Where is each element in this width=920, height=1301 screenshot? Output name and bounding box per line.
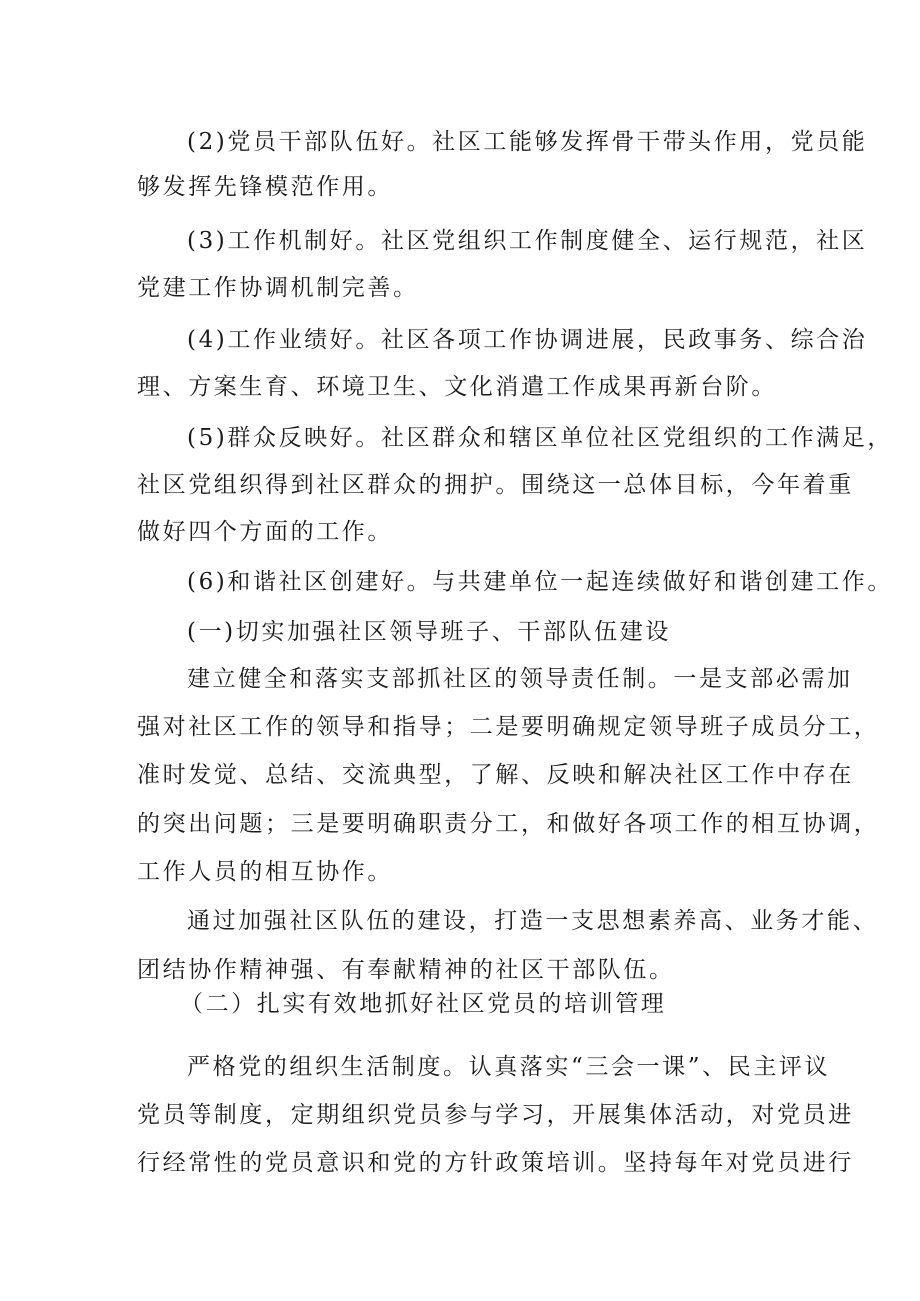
body-paragraph-1-line-1: 建立健全和落实支部抓社区的领导责任制。一是支部必需加 bbox=[187, 666, 853, 692]
paragraph-6-line-1: (6)和谐社区创建好。与共建单位一起连续做好和谐创建工作。 bbox=[187, 569, 893, 595]
paragraph-2-line-2: 够发挥先锋模范作用。 bbox=[137, 174, 393, 200]
body-paragraph-1-line-3: 准时发觉、总结、交流典型，了解、反映和解决社区工作中存在 bbox=[137, 762, 854, 788]
body-paragraph-1-line-4: 的突出问题；三是要明确职责分工，和做好各项工作的相互协调， bbox=[137, 811, 880, 837]
body-paragraph-1-line-5: 工作人员的相互协作。 bbox=[137, 859, 393, 885]
paragraph-2-line-1: (2)党员干部队伍好。社区工能够发挥骨干带头作用，党员能 bbox=[187, 129, 868, 155]
paragraph-4-line-2: 理、方案生育、环境卫生、文化消遣工作成果再新台阶。 bbox=[137, 374, 777, 400]
paragraph-5-line-1: (5)群众反映好。社区群众和辖区单位社区党组织的工作满足， bbox=[187, 425, 893, 451]
body-paragraph-1-line-2: 强对社区工作的领导和指导；二是要明确规定领导班子成员分工， bbox=[137, 714, 880, 740]
paragraph-3-line-2: 党建工作协调机制完善。 bbox=[137, 275, 419, 301]
body-paragraph-3-line-1: 严格党的组织生活制度。认真落实“三会一课”、民主评议 bbox=[187, 1054, 831, 1080]
body-paragraph-3-line-2: 党员等制度，定期组织党员参与学习，开展集体活动，对党员进 bbox=[137, 1102, 854, 1128]
paragraph-4-line-1: (4)工作业绩好。社区各项工作协调进展，民政事务、综合治 bbox=[187, 327, 868, 353]
section-heading-2: （二）扎实有效地抓好社区党员的培训管理 bbox=[180, 991, 667, 1017]
paragraph-5-line-3: 做好四个方面的工作。 bbox=[137, 519, 393, 545]
section-heading-1: (一)切实加强社区领导班子、干部队伍建设 bbox=[187, 619, 671, 645]
body-paragraph-3-line-3: 行经常性的党员意识和党的方针政策培训。坚持每年对党员进行 bbox=[137, 1150, 854, 1176]
paragraph-3-line-1: (3)工作机制好。社区党组织工作制度健全、运行规范，社区 bbox=[187, 228, 868, 254]
paragraph-5-line-2: 社区党组织得到社区群众的拥护。围绕这一总体目标，今年着重 bbox=[137, 472, 854, 498]
body-paragraph-2-line-2: 团结协作精神强、有奉献精神的社区干部队伍。 bbox=[137, 957, 675, 983]
body-paragraph-2-line-1: 通过加强社区队伍的建设，打造一支思想素养高、业务才能、 bbox=[187, 908, 879, 934]
